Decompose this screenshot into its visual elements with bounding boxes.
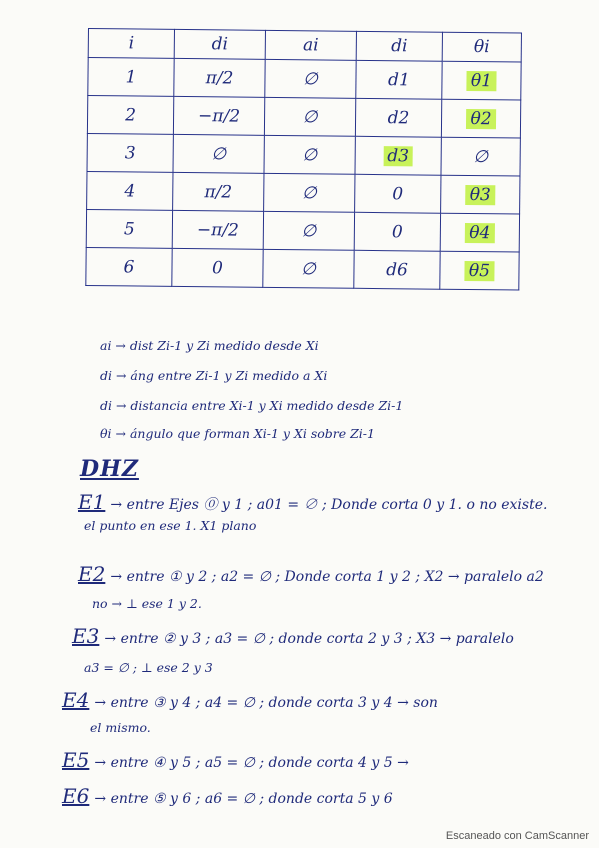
header-theta: θi — [442, 32, 521, 62]
entry-label: E2 — [78, 562, 106, 586]
table-cell — [355, 136, 441, 175]
entry-e2-continuation: no → ⊥ ese 1 y 2. — [92, 596, 202, 611]
table-cell: 0 — [354, 212, 440, 251]
entry-e1 — [78, 490, 547, 514]
table-cell: ∅ — [263, 249, 354, 288]
table-cell: −π/2 — [173, 96, 264, 135]
table-cell: 1 — [88, 58, 174, 97]
table-cell: d2 — [355, 98, 441, 137]
table-row — [88, 58, 521, 101]
entry-text: → entre ④ y 5 ; a5 = ∅ ; donde corta 4 y 5 → — [94, 755, 409, 771]
entry-text: → entre ③ y 4 ; a4 = ∅ ; donde corta 3 y 4 → son — [94, 695, 438, 711]
table-cell: −π/2 — [172, 210, 263, 249]
header-alpha: di — [174, 29, 265, 59]
highlighted-value: θ5 — [465, 260, 494, 280]
definition-theta: θi → ángulo que forman Xi-1 y Xi sobre Zi-1 — [100, 426, 375, 441]
table-cell — [441, 99, 520, 138]
table-cell: ∅ — [263, 211, 354, 250]
table-cell: d1 — [356, 60, 442, 99]
entry-label: E4 — [62, 688, 90, 712]
entry-e3 — [72, 624, 514, 648]
entry-e4-continuation: el mismo. — [90, 720, 151, 735]
entry-e1-continuation: el punto en ese 1. X1 plano — [84, 518, 257, 533]
entry-e2 — [78, 562, 544, 586]
entry-label: E3 — [72, 624, 100, 648]
table-cell — [441, 175, 520, 214]
entry-label: E6 — [62, 784, 90, 808]
entry-label: E5 — [62, 748, 90, 772]
table-cell: ∅ — [264, 97, 355, 136]
table-cell: 0 — [172, 248, 263, 287]
entry-text: → entre ⑤ y 6 ; a6 = ∅ ; donde corta 5 y 6 — [94, 791, 393, 807]
scanner-watermark: Escaneado con CamScanner — [445, 830, 589, 842]
definition-d: di → distancia entre Xi-1 y Xi medido desde Zi-1 — [100, 398, 404, 413]
highlighted-value: θ2 — [466, 108, 495, 128]
table-cell: d6 — [354, 250, 440, 289]
dh-parameter-table — [85, 28, 522, 291]
table-row — [87, 171, 520, 214]
highlighted-value: θ4 — [465, 222, 494, 242]
table-cell: 0 — [355, 174, 441, 213]
table-cell — [440, 251, 519, 290]
table-cell: 4 — [87, 171, 173, 210]
table-cell: ∅ — [441, 137, 520, 176]
table-row — [87, 133, 520, 176]
table-cell — [442, 61, 521, 100]
entry-text: → entre ① y 2 ; a2 = ∅ ; Donde corta 1 y 2 ; X2 → paralelo a2 — [110, 569, 544, 585]
table-cell: 6 — [86, 247, 172, 286]
entry-text: → entre Ejes ⓪ y 1 ; a01 = ∅ ; Donde corta 0 y 1. o no existe. — [110, 497, 548, 513]
table-cell: 2 — [87, 96, 173, 135]
highlighted-value: θ3 — [466, 184, 495, 204]
highlighted-value: d3 — [383, 146, 413, 166]
table-cell: π/2 — [173, 172, 264, 211]
table-cell: 3 — [87, 133, 173, 172]
table-cell: ∅ — [173, 134, 264, 173]
table-header-row — [88, 29, 521, 63]
table-cell: π/2 — [174, 58, 265, 97]
entry-label: E1 — [78, 490, 106, 514]
dh-heading: DHZ — [80, 456, 139, 482]
header-i: i — [88, 29, 174, 59]
entry-e6 — [62, 784, 393, 808]
highlighted-value: θ1 — [467, 70, 496, 90]
table-cell — [440, 213, 519, 252]
entry-e5 — [62, 748, 409, 772]
table-cell: ∅ — [265, 59, 356, 98]
definition-alpha: di → áng entre Zi-1 y Zi medido a Xi — [100, 368, 328, 383]
header-a: ai — [265, 30, 356, 60]
entry-e3-continuation: a3 = ∅ ; ⊥ ese 2 y 3 — [84, 660, 213, 675]
entry-text: → entre ② y 3 ; a3 = ∅ ; donde corta 2 y 3 ; X3 → paralelo — [104, 631, 514, 647]
table-row — [87, 96, 520, 139]
table-cell: 5 — [86, 209, 172, 248]
table-row — [86, 247, 519, 290]
table-cell: ∅ — [264, 135, 355, 174]
entry-e4 — [62, 688, 438, 712]
header-d: di — [356, 31, 442, 61]
table-row — [86, 209, 519, 252]
definition-a: ai → dist Zi-1 y Zi medido desde Xi — [100, 338, 319, 353]
table-cell: ∅ — [264, 173, 355, 212]
